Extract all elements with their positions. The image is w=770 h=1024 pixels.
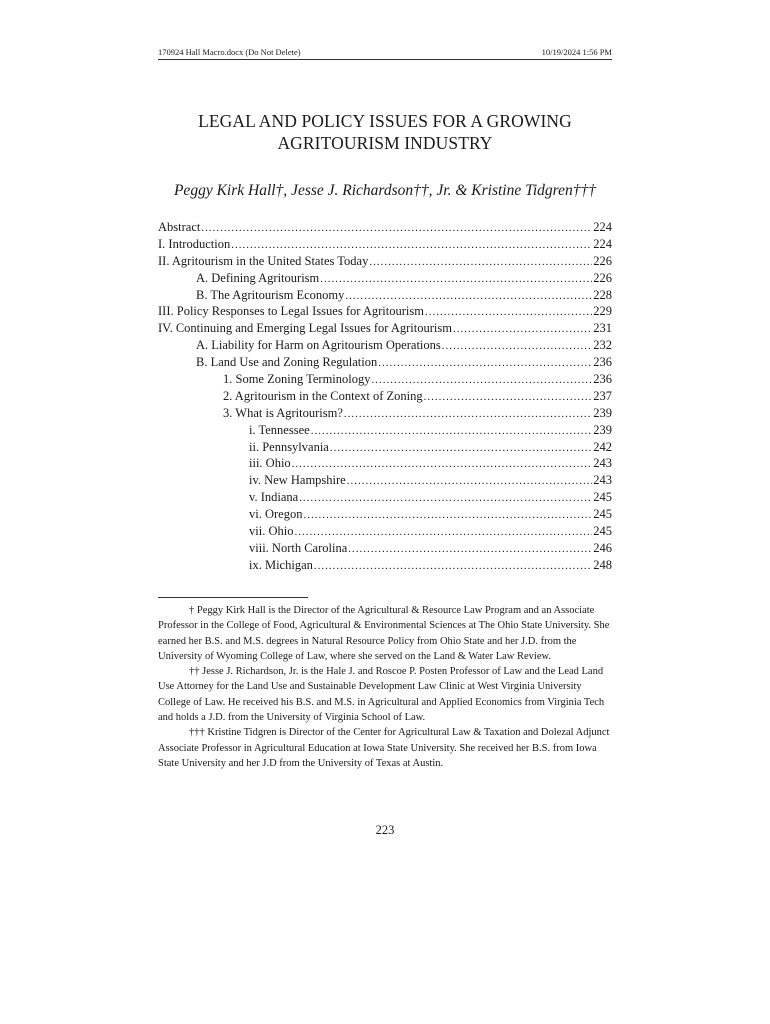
toc-entry-page: 231 [593,321,612,336]
toc-entry [158,540,612,557]
toc-entry-page: 224 [593,220,612,234]
toc-entry-page: 226 [593,270,612,285]
toc-entry-label: vi. Oregon [249,507,303,522]
toc-leader-dots [330,440,592,457]
toc-entry-page: 236 [593,372,612,387]
toc-entry-label: ix. Michigan [249,557,313,572]
toc-entry-label: A. Liability for Harm on Agritourism Operations [196,338,441,353]
toc-entry [158,270,612,287]
toc-leader-dots [344,406,592,423]
toc-leader-dots [303,507,592,524]
toc-entry-label: iv. New Hampshire [249,473,346,488]
toc-entry-label: vii. Ohio [249,524,294,539]
toc-entry-page: 245 [593,507,612,522]
toc-entry-page: 239 [593,422,612,437]
toc-entry-page: 246 [593,540,612,555]
toc-leader-dots [424,389,593,406]
toc-entry-page: 248 [593,557,612,572]
toc-entry-label: I. Introduction [158,236,231,251]
toc-entry [158,439,612,456]
toc-entry [158,489,612,506]
footnote: †† Jesse J. Richardson, Jr. is the Hale J. and Roscoe P. Posten Professor of Law and the Lead Land Use Attorney for the Land Use and Sustainable Development Law Clinic at West Virginia University College of Law. He received his B.S. and M.S. in Agricultural and Applied Economics from Virginia Tech and holds a J.D. from the University of Virginia School of Law. [158,666,605,724]
running-header [158,46,612,60]
toc-entry [158,236,612,253]
toc-entry [158,388,612,405]
toc-entry-page: 226 [593,253,612,268]
toc-entry [158,422,612,439]
toc-entry-page: 245 [593,524,612,539]
toc-leader-dots [299,490,592,507]
footnote: ††† Kristine Tidgren is Director of the Center for Agricultural Law & Taxation and Dolezal Adjunct Associate Professor in Agricultural Education at Iowa State University. She received her B.S. from Iowa State University and her J.D from the University of Texas at Austin. [158,727,610,769]
toc-leader-dots [348,541,592,558]
toc-entry-label: IV. Continuing and Emerging Legal Issues for Agritourism [158,321,452,336]
toc-entry-label: III. Policy Responses to Legal Issues for Agritourism [158,304,424,319]
toc-entry-page: 224 [593,236,612,251]
title-line-1: LEGAL AND POLICY ISSUES FOR A GROWING [198,111,572,131]
toc-entry-label: A. Defining Agritourism [196,270,320,285]
toc-entry-page: 232 [593,338,612,353]
toc-leader-dots [320,271,592,288]
toc-entry [158,287,612,304]
toc-entry [158,337,612,354]
toc-leader-dots [314,558,592,575]
toc-entry-label: ii. Pennsylvania [249,439,329,454]
toc-leader-dots [453,321,592,338]
article-title [158,110,612,154]
toc-entry-label: B. The Agritourism Economy [196,287,345,302]
toc-leader-dots [372,372,593,389]
toc-leader-dots [347,473,593,490]
toc-entry [158,354,612,371]
toc-entry [158,219,612,236]
toc-entry [158,405,612,422]
header-filename: 170924 Hall Macro.docx (Do Not Delete) [158,47,301,57]
toc-leader-dots [201,220,592,237]
toc-entry [158,253,612,270]
title-line-2: AGRITOURISM INDUSTRY [277,133,493,153]
toc-entry-label: i. Tennessee [249,422,310,437]
toc-entry [158,371,612,388]
toc-entry-page: 242 [593,439,612,454]
toc-leader-dots [292,456,593,473]
toc-leader-dots [425,304,592,321]
toc-entry-label: 3. What is Agritourism? [223,405,343,420]
toc-leader-dots [378,355,592,372]
author-line: Peggy Kirk Hall†, Jesse J. Richardson††, Jr. & Kristine Tidgren††† [173,182,597,199]
footnotes [158,603,612,771]
footnote: † Peggy Kirk Hall is the Director of the Agricultural & Resource Law Program and an Associate Professor in the College of Food, Agricultural & Environmental Sciences at The Ohio State University. She earned her B.S. and M.S. degrees in Natural Resource Policy from Ohio State and her J.D. from the University of Wyoming College of Law, where she served on the Land & Water Law Review. [158,605,610,662]
toc-entry-label: iii. Ohio [249,456,291,471]
footnote-divider [158,597,308,598]
toc-leader-dots [231,237,592,254]
toc-entry-label: viii. North Carolina [249,540,348,555]
toc-entry-page: 239 [593,405,612,420]
toc-leader-dots [294,524,592,541]
page-number: 223 [375,823,395,837]
toc-leader-dots [442,338,592,355]
toc-entry-label: 2. Agritourism in the Context of Zoning [223,388,423,403]
toc-entry [158,523,612,540]
toc-entry-page: 245 [593,490,612,505]
toc-entry-label: 1. Some Zoning Terminology [223,372,371,387]
toc-entry [158,506,612,523]
toc-entry [158,320,612,337]
toc-entry-page: 243 [593,456,612,471]
toc-entry [158,557,612,574]
toc-entry-label: II. Agritourism in the United States Today [158,253,369,268]
toc-leader-dots [311,423,593,440]
toc-entry-page: 236 [593,355,612,370]
toc-entry-page: 243 [593,473,612,488]
toc-entry-page: 229 [593,304,612,319]
table-of-contents [158,219,612,574]
toc-leader-dots [345,288,592,305]
toc-entry-page: 228 [593,287,612,302]
toc-entry-label: Abstract [158,220,201,234]
toc-entry [158,455,612,472]
toc-entry-page: 237 [593,388,612,403]
toc-entry [158,472,612,489]
toc-entry [158,303,612,320]
toc-entry-label: v. Indiana [249,490,299,505]
header-timestamp: 10/19/2024 1:56 PM [541,47,612,57]
toc-leader-dots [369,254,592,271]
toc-entry-label: B. Land Use and Zoning Regulation [196,355,378,370]
